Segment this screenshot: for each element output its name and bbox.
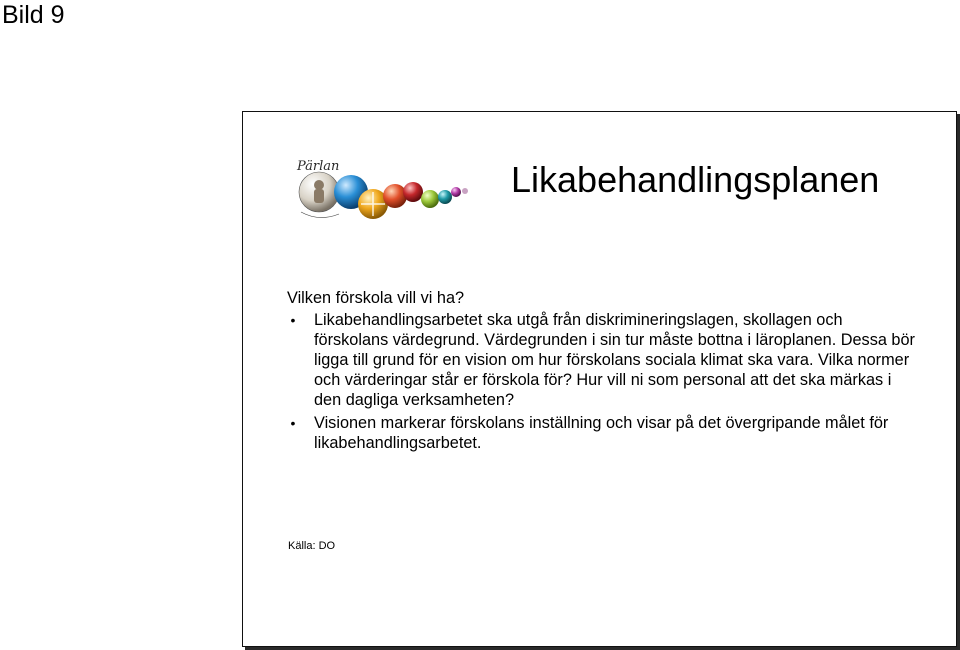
pearl-necklace-icon <box>289 152 479 227</box>
source-note: Källa: DO <box>288 540 336 552</box>
slide <box>242 111 957 647</box>
intro-text: Vilken förskola vill vi ha? <box>287 289 465 307</box>
slide-content <box>287 288 917 456</box>
page-heading: Bild 9 <box>2 1 65 29</box>
bullet-icon: • <box>290 415 296 431</box>
bullet-text: Visionen markerar förskolans inställning och visar på det övergripande målet för likabehandlingsarbetet. <box>314 414 889 452</box>
list-item <box>287 310 917 410</box>
list-item <box>287 413 917 453</box>
bullet-text: Likabehandlingsarbetet ska utgå från diskrimineringslagen, skollagen och förskolans värdegrund. Värdegrunden i sin tur måste bottna i läroplanen. Dessa bör ligga till grund för en vision om hur förskolans sociala klimat ska vara. Vilka normer och värderingar står er förskola för? Hur vill ni som personal att det ska märkas i den dagliga verksamheten? <box>314 311 915 409</box>
bullet-icon: • <box>290 312 296 328</box>
logo-text: Pärlan <box>297 159 340 174</box>
bullet-list <box>287 310 917 453</box>
slide-title: Likabehandlingsplanen <box>511 159 880 200</box>
